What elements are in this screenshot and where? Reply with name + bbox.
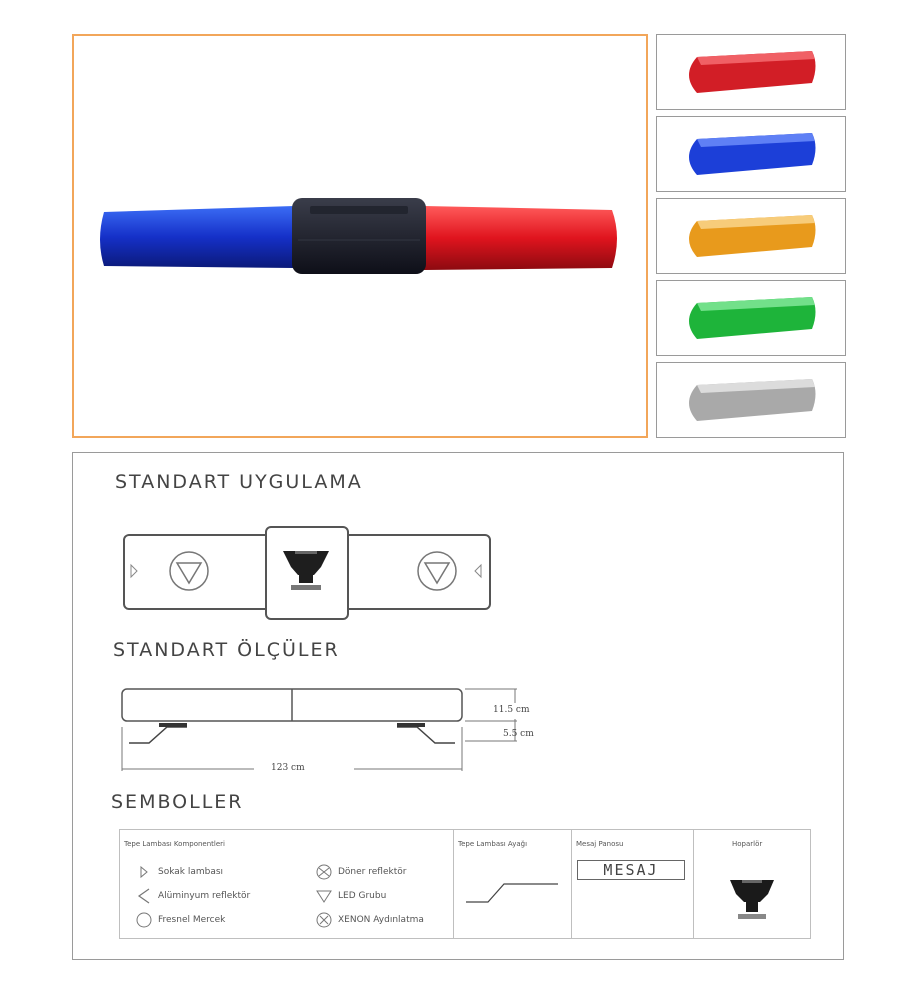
aluminium-reflector-icon [136,888,152,904]
street-lamp-icon [136,864,152,880]
lightbar-image [74,36,646,436]
message-header: Mesaj Panosu [576,840,624,848]
red-lightbar-image [657,35,844,108]
variant-thumb-green[interactable] [656,280,846,356]
led-group-icon [316,888,332,904]
dimensions-diagram [119,683,519,773]
message-panel-symbol: MESAJ [577,860,685,880]
speaker-column [694,830,810,938]
symbol-fresnel-lens [136,912,225,928]
dimensions-heading: STANDART ÖLÇÜLER [113,639,340,661]
application-diagram [121,523,495,623]
fresnel-lens-icon [136,912,152,928]
clear-lightbar-image [657,363,844,436]
green-lightbar-image [657,281,844,354]
specification-panel [72,452,844,960]
amber-lightbar-image [657,199,844,272]
symbol-label: Fresnel Mercek [158,915,226,925]
symbol-label: LED Grubu [338,891,387,901]
variant-thumb-blue[interactable] [656,116,846,192]
components-column [120,830,454,938]
speaker-header: Hoparlör [732,840,763,848]
symbol-label: Alüminyum reflektör [158,891,251,901]
foot-symbol-icon [462,876,562,906]
foot-header: Tepe Lambası Ayağı [458,840,528,848]
components-header: Tepe Lambası Komponentleri [124,840,225,848]
application-heading: STANDART UYGULAMA [115,471,363,493]
symbol-led-group [316,888,386,904]
symbol-label: Döner reflektör [338,867,407,877]
blue-lightbar-image [657,117,844,190]
foot-column [454,830,572,938]
message-column [572,830,694,938]
variant-thumb-amber[interactable] [656,198,846,274]
symbols-table [119,829,811,939]
symbol-aluminium-reflector [136,888,250,904]
symbol-rotating-reflector [316,864,406,880]
symbol-xenon-lighting [316,912,424,928]
variant-thumb-red[interactable] [656,34,846,110]
symbol-label: Sokak lambası [158,867,224,877]
length-label: 123 cm [271,763,305,773]
rotating-reflector-icon [316,864,332,880]
variant-thumb-clear[interactable] [656,362,846,438]
height-total-label: 11.5 cm [493,705,530,715]
speaker-icon [724,874,780,924]
main-product-image[interactable] [72,34,648,438]
symbols-heading: SEMBOLLER [111,791,244,813]
symbol-street-lamp [136,864,223,880]
height-base-label: 5.5 cm [503,729,534,739]
xenon-lighting-icon [316,912,332,928]
symbol-label: XENON Aydınlatma [338,915,424,925]
